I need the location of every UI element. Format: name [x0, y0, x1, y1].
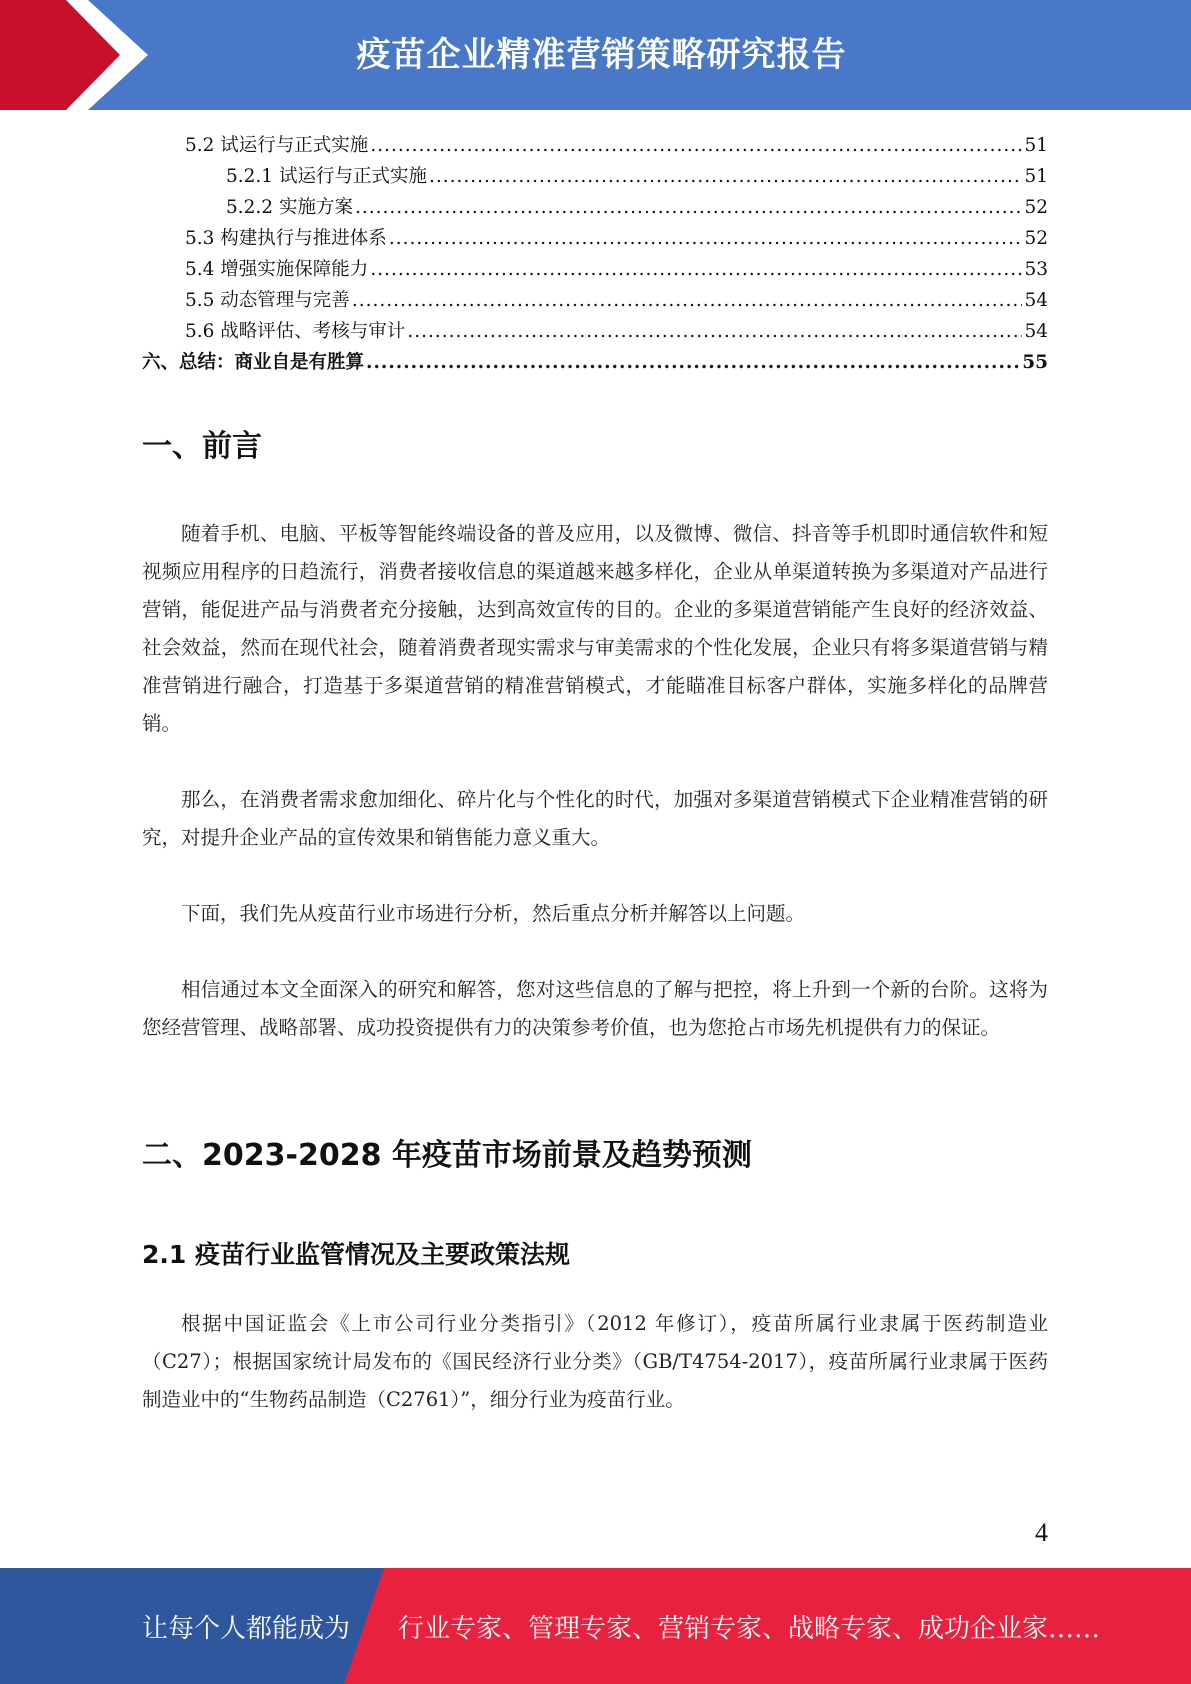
toc-entry-text: 5.2.2 实施方案 [226, 197, 353, 218]
toc-entry-text: 六、总结：商业自是有胜算 [142, 352, 365, 373]
toc-entry-text: 5.6 战略评估、考核与审计 [185, 321, 406, 342]
page-header [0, 0, 1191, 110]
toc-entry-chapter-6[interactable] [142, 345, 1048, 376]
toc-leader-dots [366, 350, 1020, 376]
toc-page-number: 51 [1024, 166, 1048, 187]
toc-page-number: 55 [1022, 352, 1048, 373]
toc-entry-5-6[interactable] [142, 314, 1048, 345]
toc-leader-dots [370, 257, 1022, 283]
toc-leader-dots [370, 133, 1022, 159]
page-footer [0, 1568, 1191, 1684]
subsection-heading-2-1: 2.1 疫苗行业监管情况及主要政策法规 [142, 1240, 570, 1269]
paragraph-1: 随着手机、电脑、平板等智能终端设备的普及应用，以及微博、微信、抖音等手机即时通信软件和短视频应用程序的日趋流行，消费者接收信息的渠道越来越多样化，企业从单渠道转换为多渠道对产品进行营销，能促进产品与消费者充分接触，达到高效宣传的目的。企业的多渠道营销能产生良好的经济效益、社会效益，然而在现代社会，随着消费者现实需求与审美需求的个性化发展，企业只有将多渠道营销与精准营销进行融合，打造基于多渠道营销的精准营销模式，才能瞄准目标客户群体，实施多样化的品牌营销。 [142, 522, 1048, 735]
toc-leader-dots [389, 226, 1023, 252]
toc-page-number: 54 [1024, 290, 1048, 311]
toc-entry-5-2-1[interactable] [142, 159, 1048, 190]
paragraph-2: 那么，在消费者需求愈加细化、碎片化与个性化的时代，加强对多渠道营销模式下企业精准营销的研究，对提升企业产品的宣传效果和销售能力意义重大。 [142, 788, 1048, 849]
footer-slogan-right: 行业专家、管理专家、营销专家、战略专家、成功企业家…… [398, 1614, 1101, 1644]
toc-page-number: 53 [1024, 259, 1048, 280]
toc-leader-dots [429, 164, 1022, 190]
toc-entry-text: 5.5 动态管理与完善 [185, 290, 350, 311]
toc-leader-dots [352, 288, 1023, 314]
toc-entry-text: 5.4 增强实施保障能力 [185, 259, 369, 280]
toc-entry-5-5[interactable] [142, 283, 1048, 314]
toc-entry-5-2-2[interactable] [142, 190, 1048, 221]
footer-slogan-left: 让每个人都能成为 [142, 1614, 351, 1644]
toc-entry-5-2[interactable] [142, 128, 1048, 159]
toc-entry-text: 5.2 试运行与正式实施 [185, 135, 369, 156]
table-of-contents [142, 128, 1048, 376]
page-number: 4 [1035, 1518, 1048, 1547]
section-heading-market-outlook: 二、2023-2028 年疫苗市场前景及趋势预测 [142, 1138, 752, 1173]
paragraph-4: 相信通过本文全面深入的研究和解答，您对这些信息的了解与把控，将上升到一个新的台阶。这将为您经营管理、战略部署、成功投资提供有力的决策参考价值，也为您抢占市场先机提供有力的保证。 [142, 978, 1048, 1039]
toc-leader-dots [355, 195, 1023, 221]
toc-page-number: 54 [1024, 321, 1048, 342]
paragraph-5: 根据中国证监会《上市公司行业分类指引》（2012 年修订），疫苗所属行业隶属于医药制造业（C27）；根据国家统计局发布的《国民经济行业分类》（GB/T4754-2017），疫苗所属行业隶属于医药制造业中的“生物药品制造（C2761）”，细分行业为疫苗行业。 [142, 1312, 1048, 1411]
section-heading-preface: 一、前言 [142, 429, 262, 464]
document-title: 疫苗企业精准营销策略研究报告 [356, 35, 847, 75]
toc-entry-5-3[interactable] [142, 221, 1048, 252]
toc-page-number: 52 [1024, 197, 1048, 218]
toc-page-number: 51 [1024, 135, 1048, 156]
toc-leader-dots [407, 319, 1022, 345]
toc-entry-text: 5.2.1 试运行与正式实施 [226, 166, 427, 187]
toc-page-number: 52 [1024, 228, 1048, 249]
paragraph-3: 下面，我们先从疫苗行业市场进行分析，然后重点分析并解答以上问题。 [181, 902, 806, 925]
toc-entry-5-4[interactable] [142, 252, 1048, 283]
toc-entry-text: 5.3 构建执行与推进体系 [185, 228, 387, 249]
